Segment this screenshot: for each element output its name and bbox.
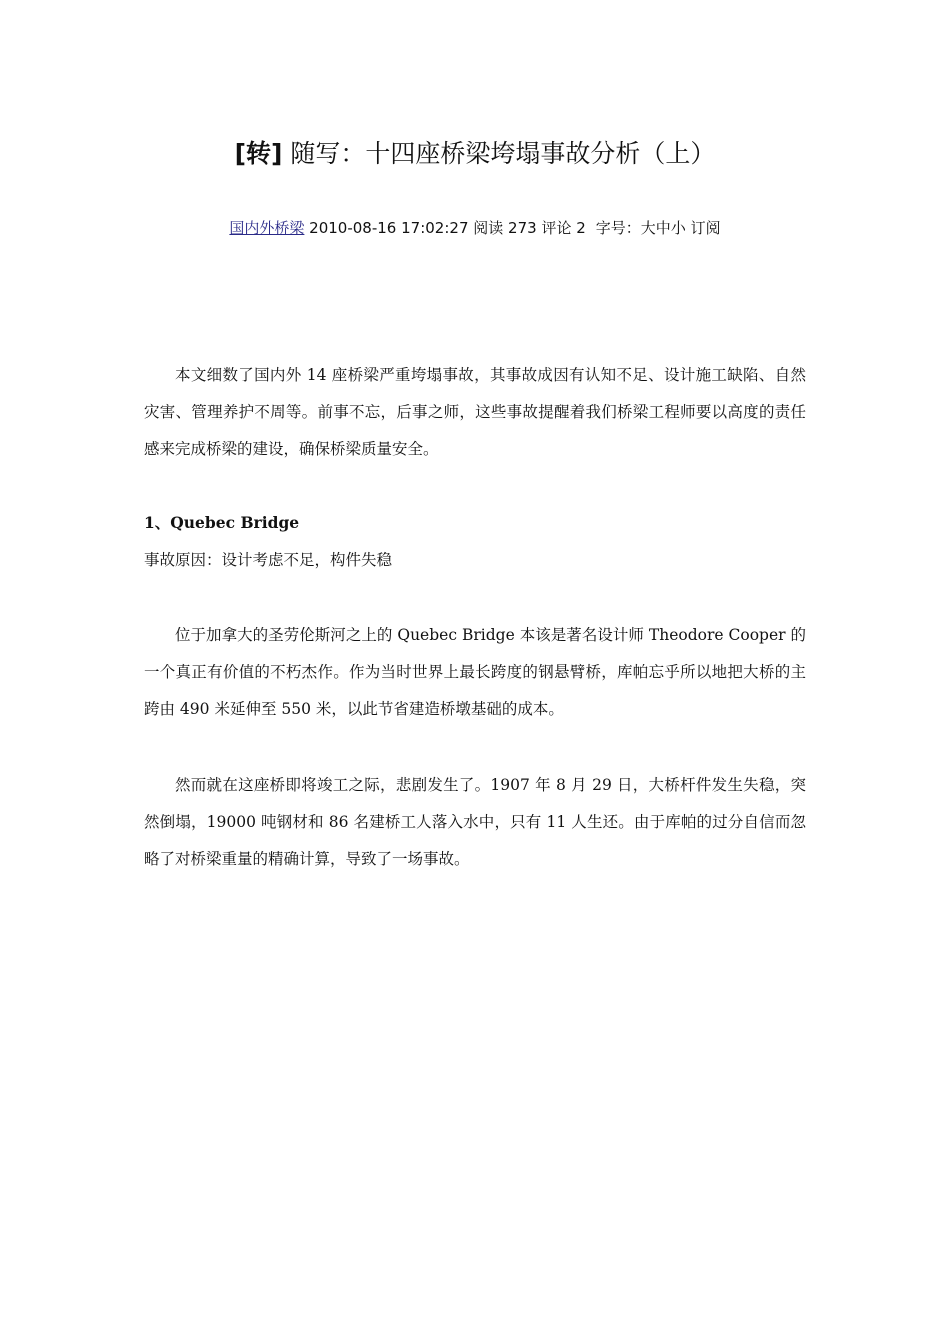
page-title: [0, 136, 950, 172]
font-size-medium-button[interactable]: 中: [655, 219, 671, 237]
font-size-label: 字号：: [595, 219, 641, 237]
section-paragraph-1: 位于加拿大的圣劳伦斯河之上的 Quebec Bridge 本该是著名设计师 Theodore Cooper 的一个真正有价值的不朽杰作。作为当时世界上最长跨度的钢悬臂桥，库帕忘乎所以地把大桥的主跨由 490 米延伸至 550 米，以此节省建造桥墩基础的成本。: [144, 626, 806, 718]
section-paragraph-1-block: [144, 617, 806, 728]
title-text: 随写：十四座桥梁垮塌事故分析（上）: [290, 139, 716, 168]
subscribe-button[interactable]: 订阅: [690, 219, 721, 237]
post-datetime: 2010-08-16 17:02:27: [309, 219, 469, 237]
title-repost-tag: [转]: [234, 139, 283, 168]
article-meta: [0, 216, 950, 240]
comment-count[interactable]: 评论 2: [541, 219, 586, 237]
font-size-large-button[interactable]: 大: [640, 219, 656, 237]
section-cause: 事故原因：设计考虑不足，构件失稳: [144, 551, 393, 569]
intro-paragraph: 本文细数了国内外 14 座桥梁严重垮塌事故，其事故成因有认知不足、设计施工缺陷、自然灾害、管理养护不周等。前事不忘，后事之师，这些事故提醒着我们桥梁工程师要以高度的责任感来完成桥梁的建设，确保桥梁质量安全。: [144, 366, 806, 458]
intro-block: [144, 357, 806, 468]
author-link[interactable]: 国内外桥梁: [229, 219, 305, 237]
font-size-small-button[interactable]: 小: [670, 219, 686, 237]
section-paragraph-2: 然而就在这座桥即将竣工之际，悲剧发生了。1907 年 8 月 29 日，大桥杆件发生失稳，突然倒塌，19000 吨钢材和 86 名建桥工人落入水中，只有 11 人生还。由于库帕的过分自信而忽略了对桥梁重量的精确计算，导致了一场事故。: [144, 776, 806, 868]
read-count: 阅读 273: [473, 219, 537, 237]
section-heading: 1、Quebec Bridge: [144, 513, 300, 532]
section-paragraph-2-block: [144, 767, 806, 878]
